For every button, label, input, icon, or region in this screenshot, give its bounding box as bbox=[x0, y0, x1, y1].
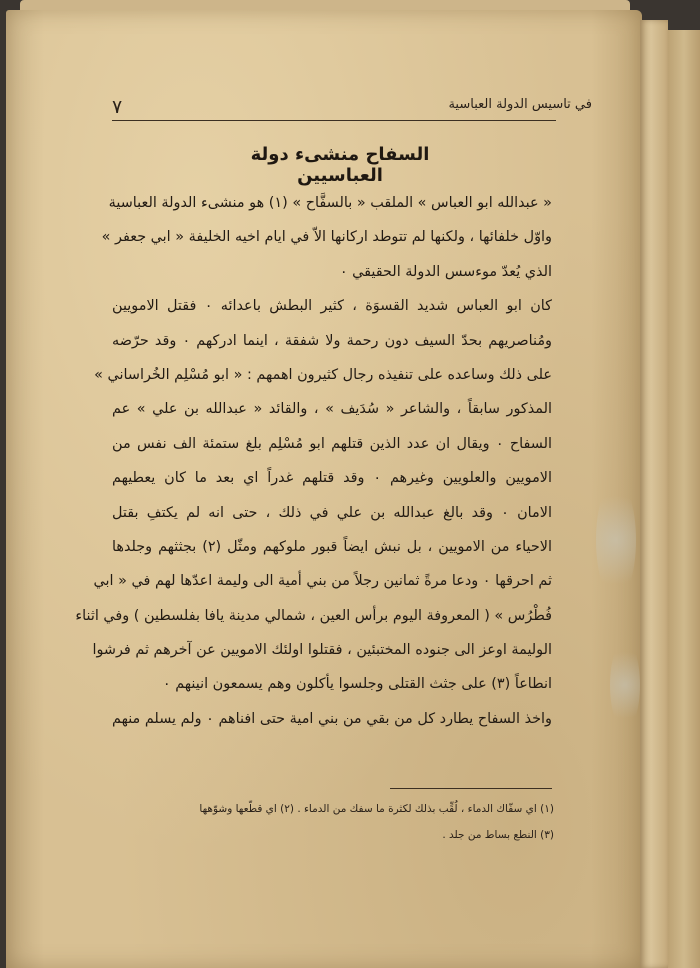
running-head: في تاسيس الدولة العباسية bbox=[448, 97, 592, 112]
text-line: على ذلك وساعده على تنفيذه رجال كثيرون اهمهم : « ابو مُسْلِم الخُراساني » bbox=[94, 366, 552, 383]
text-line: فُطْرُس » ( المعروفة اليوم برأس العين ، شمالي مدينة يافا بفلسطين ) وفي اثناء bbox=[75, 607, 552, 624]
text-line: واوّل خلفائها ، ولكنها لم تتوطد اركانها الاّ في ايام اخيه الخليفة « ابي جعفر » bbox=[101, 229, 552, 246]
text-line: ثم احرقها ٠ ودعا مرةً ثمانين رجلاً من بني أمية الى وليمة اعدّها لهم في « ابي bbox=[93, 573, 552, 590]
text-line: الذي يُعدّ موءسس الدولة الحقيقي ٠ bbox=[339, 263, 552, 280]
footnote: (١) اي سفّاك الدماء ، لُقِّب بذلك لكثرة ما سفك من الدماء . (٢) اي قطّعها وشوّهها bbox=[199, 803, 554, 815]
text-line: الاحياء من الامويين ، بل نبش ايضاً قبور ملوكهم ومثّل (٢) بجثثهم وجلدها bbox=[112, 538, 552, 555]
page-number: ٧ bbox=[112, 96, 123, 118]
text-line: المذكور سابقاً ، والشاعر « سُدَيف » ، والقائد « عبدالله بن علي » عم bbox=[112, 401, 552, 418]
page-edge bbox=[640, 20, 668, 968]
footnote: (٣) النطع بساط من جلد . bbox=[442, 829, 554, 841]
chapter-title: السفاح منشىء دولة العباسيين bbox=[250, 144, 430, 186]
body-text bbox=[75, 186, 553, 736]
text-line: واخذ السفاح يطارد كل من بقي من بني امية حتى افناهم ٠ ولم يسلم منهم bbox=[112, 710, 552, 727]
text-line: كان ابو العباس شديد القسوَة ، كثير البطش باعدائه ٠ فقتل الامويين bbox=[112, 298, 553, 315]
footnote-rule bbox=[390, 788, 552, 789]
text-line: « عبدالله ابو العباس » الملقب « بالسفَّاح » (١) هو منشىء الدولة العباسية bbox=[108, 195, 552, 211]
paper-stain bbox=[610, 640, 640, 730]
text-line: ومُناصريهم بحدّ السيف دون رحمة ولا شفقة ، اينما ادركهم ٠ وقد حرّضه bbox=[112, 332, 553, 349]
paper-stain bbox=[596, 480, 636, 600]
page-edge-back bbox=[668, 30, 700, 968]
text-line: الامويين والعلويين وغيرهم ٠ وقد قتلهم غدراً اي بعد ما كان يعطيهم bbox=[112, 470, 552, 487]
text-line: انطاعاً (٣) على جثث القتلى وجلسوا يأكلون وهم يسمعون انينهم ٠ bbox=[162, 676, 552, 693]
footnotes bbox=[122, 796, 554, 848]
text-line: السفاح ٠ ويقال ان عدد الذين قتلهم ابو مُسْلِم بلغ ستمئة الف نفس من bbox=[112, 435, 553, 452]
text-line: الامان ٠ وقد بالغ عبدالله بن علي في ذلك ، حتى انه لم يكتفِ بقتل bbox=[112, 504, 552, 521]
header-rule bbox=[112, 120, 556, 121]
text-line: الوليمة اوعز الى جنوده المختبئين ، فقتلوا اولئك الامويين عن آخرهم ثم فرشوا bbox=[92, 642, 552, 659]
